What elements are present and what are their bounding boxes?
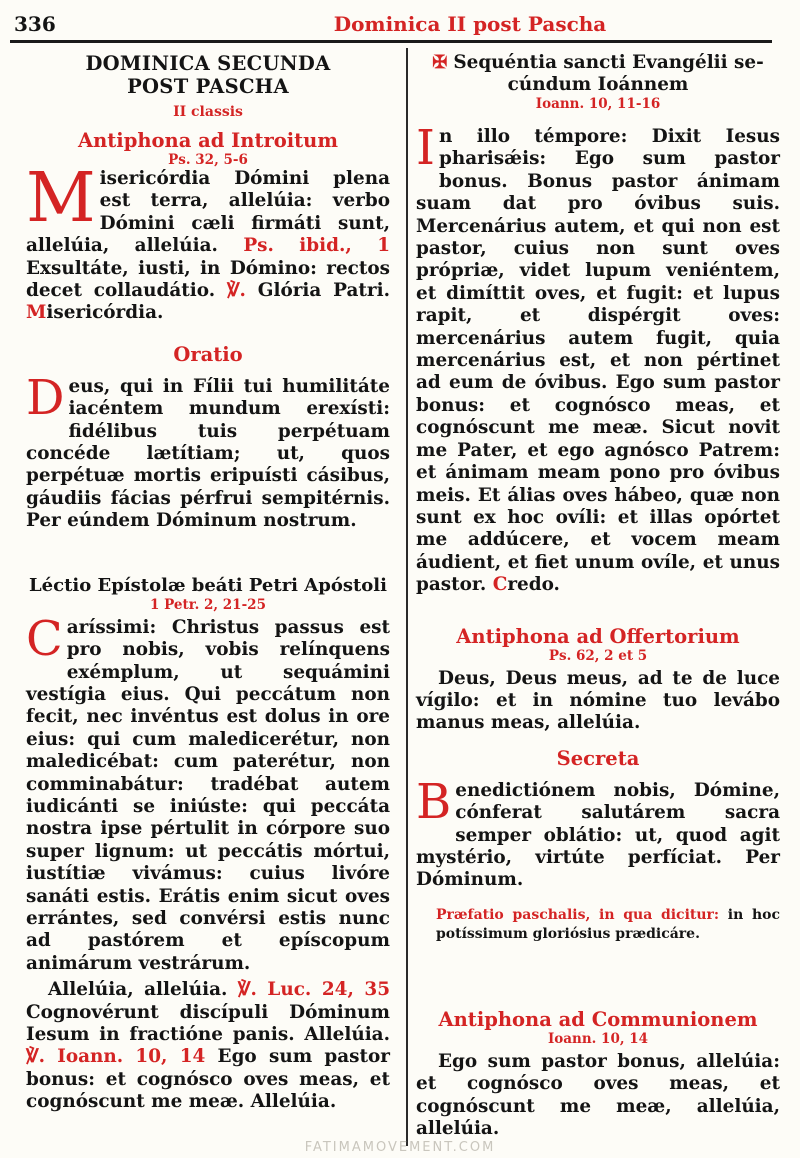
secret-section xyxy=(416,747,780,892)
secret-heading: Secreta xyxy=(556,746,640,770)
epistle-ref: 1 Petr. 2, 21-25 xyxy=(150,596,266,613)
drop-cap-b: B xyxy=(416,773,452,830)
offertory-heading: Antiphona ad Offertorium xyxy=(456,624,740,648)
alleluia-text: Allelúia, allelúia. ℣. Luc. 24, 35 Cognovérunt discípuli Dóminum Iesum in fractióne panis. Allelúia. ℣. Ioann. 10, 14 Ego sum pastor bonus: et cognósco oves meas, et cognóscunt me meæ. Allelúia. xyxy=(26,979,390,1113)
drop-cap-d: D xyxy=(26,369,65,426)
communion-section xyxy=(416,1008,780,1141)
drop-cap-c: C xyxy=(26,610,63,667)
versicle-icon: ℣. xyxy=(226,280,246,302)
page-number: 336 xyxy=(14,12,56,36)
oratio-heading: Oratio xyxy=(173,342,243,366)
epistle-section xyxy=(26,575,390,976)
communion-heading: Antiphona ad Communionem xyxy=(438,1007,758,1031)
drop-cap-m: M xyxy=(26,159,96,238)
epistle-heading: Léctio Epístolæ beáti Petri Apóstoli xyxy=(29,574,387,596)
introit-heading: Antiphona ad Introitum xyxy=(77,129,338,152)
offertory-ref: Ps. 62, 2 et 5 xyxy=(548,647,648,664)
page-header xyxy=(0,0,800,44)
cross-icon: ✠ xyxy=(432,52,448,73)
drop-cap-i: I xyxy=(416,120,435,176)
communion-text: Ego sum pastor bonus, allelúia: et cognósco oves meas, et cognóscunt me meæ, allelúia, allelúia. xyxy=(416,1050,780,1139)
classis-label: II classis xyxy=(173,104,243,120)
offertory-text: Deus, Deus meus, ad te de luce vígilo: et in nómine tuo levábo manus meas, allelúia. xyxy=(416,667,780,734)
gospel-heading: ✠ Sequéntia sancti Evangélii se- cúndum Ioánnem xyxy=(432,52,764,95)
mass-title: DOMINICA SECUNDA POST PASCHA xyxy=(85,52,331,98)
introit-text: Misericórdia Dómini plena est terra, allelúia: verbo Dómini cæli firmáti sunt, allelúia, allelúia. Ps. ibid., 1 Exsultáte, iusti, in Dómino: rectos decet collaudátio. ℣. Glória Patri. Misericórdia. xyxy=(26,159,390,324)
watermark: FATIMAMOVEMENT.COM xyxy=(304,1140,496,1155)
gospel-text: In illo témpore: Dixit Iesus pharisǽis: Ego sum pastor bonus. Bonus pastor ánimam suam dat pro óvibus suis. Mercenárius autem, et qui non est pastor, cuius non sunt oves própriæ, videt lupum veniéntem, et dimíttit oves, et fugit: et lupus rapit, et dispérgit oves: mercenárius autem fugit, quia mercenárius est, et non pértinet ad eum de óvibus. Ego sum pastor bonus: et cognósco meas, et cognóscunt me meæ. Sicut novit me Pater, et ego agnósco Patrem: et ánimam meam pono pro óvibus meis. Et álias oves hábeo, quæ non sunt ex hoc ovíli: et illas opórtet me addúcere, et vocem meam áudient, et fiet unum ovíle, et unus pastor. Credo. xyxy=(416,120,780,596)
secret-text: Benedictiónem nobis, Dómine, cónferat salutárem sacra semper oblátio: ut, quod agit mystério, virtúte perfíciat. Per Dóminum. xyxy=(416,773,780,891)
header-rule xyxy=(10,40,772,43)
running-title: Dominica II post Pascha xyxy=(333,12,607,36)
preface-note: Præfatio paschalis, in qua dicitur: in hoc potíssimum gloriósius prædicáre. xyxy=(436,906,780,942)
left-column xyxy=(26,52,390,1114)
gospel-section xyxy=(416,52,780,597)
offertory-section xyxy=(416,625,780,735)
oratio-section xyxy=(26,343,390,533)
introit-section xyxy=(26,129,390,325)
epistle-text: Caríssimi: Christus passus est pro nobis, vobis relínquens exémplum, ut sequámini vestígia eius. Qui peccátum non fecit, nec invéntus est dolus in ore eius: qui cum maledicerétur, non maledicébat: cum paterétur, non comminabátur: tradébat autem iudicánti se iniúste: qui peccáta nostra ipse pértulit in córpore suo super lignum: ut peccátis mórtui, iustítiæ vivámus: cuius livóre sanáti estis. Erátis enim sicut oves errántes, sed convérsi estis nunc ad pastórem et epíscopum animárum vestrárum. xyxy=(26,610,390,974)
column-divider xyxy=(406,48,408,1146)
gospel-ref: Ioann. 10, 11-16 xyxy=(535,96,661,112)
introit-ref: Ps. 32, 5-6 xyxy=(168,152,248,168)
right-column xyxy=(416,52,780,1140)
oratio-text: Deus, qui in Fílii tui humilitáte iacéntem mundum erexísti: fidélibus tuis perpétuam concéde lætítiam; ut, quos perpétuæ mortis eripuísti cásibus, gáudiis fácias pérfrui sempitérnis. Per eúndem Dóminum nostrum. xyxy=(26,369,390,532)
communion-ref: Ioann. 10, 14 xyxy=(547,1030,649,1047)
